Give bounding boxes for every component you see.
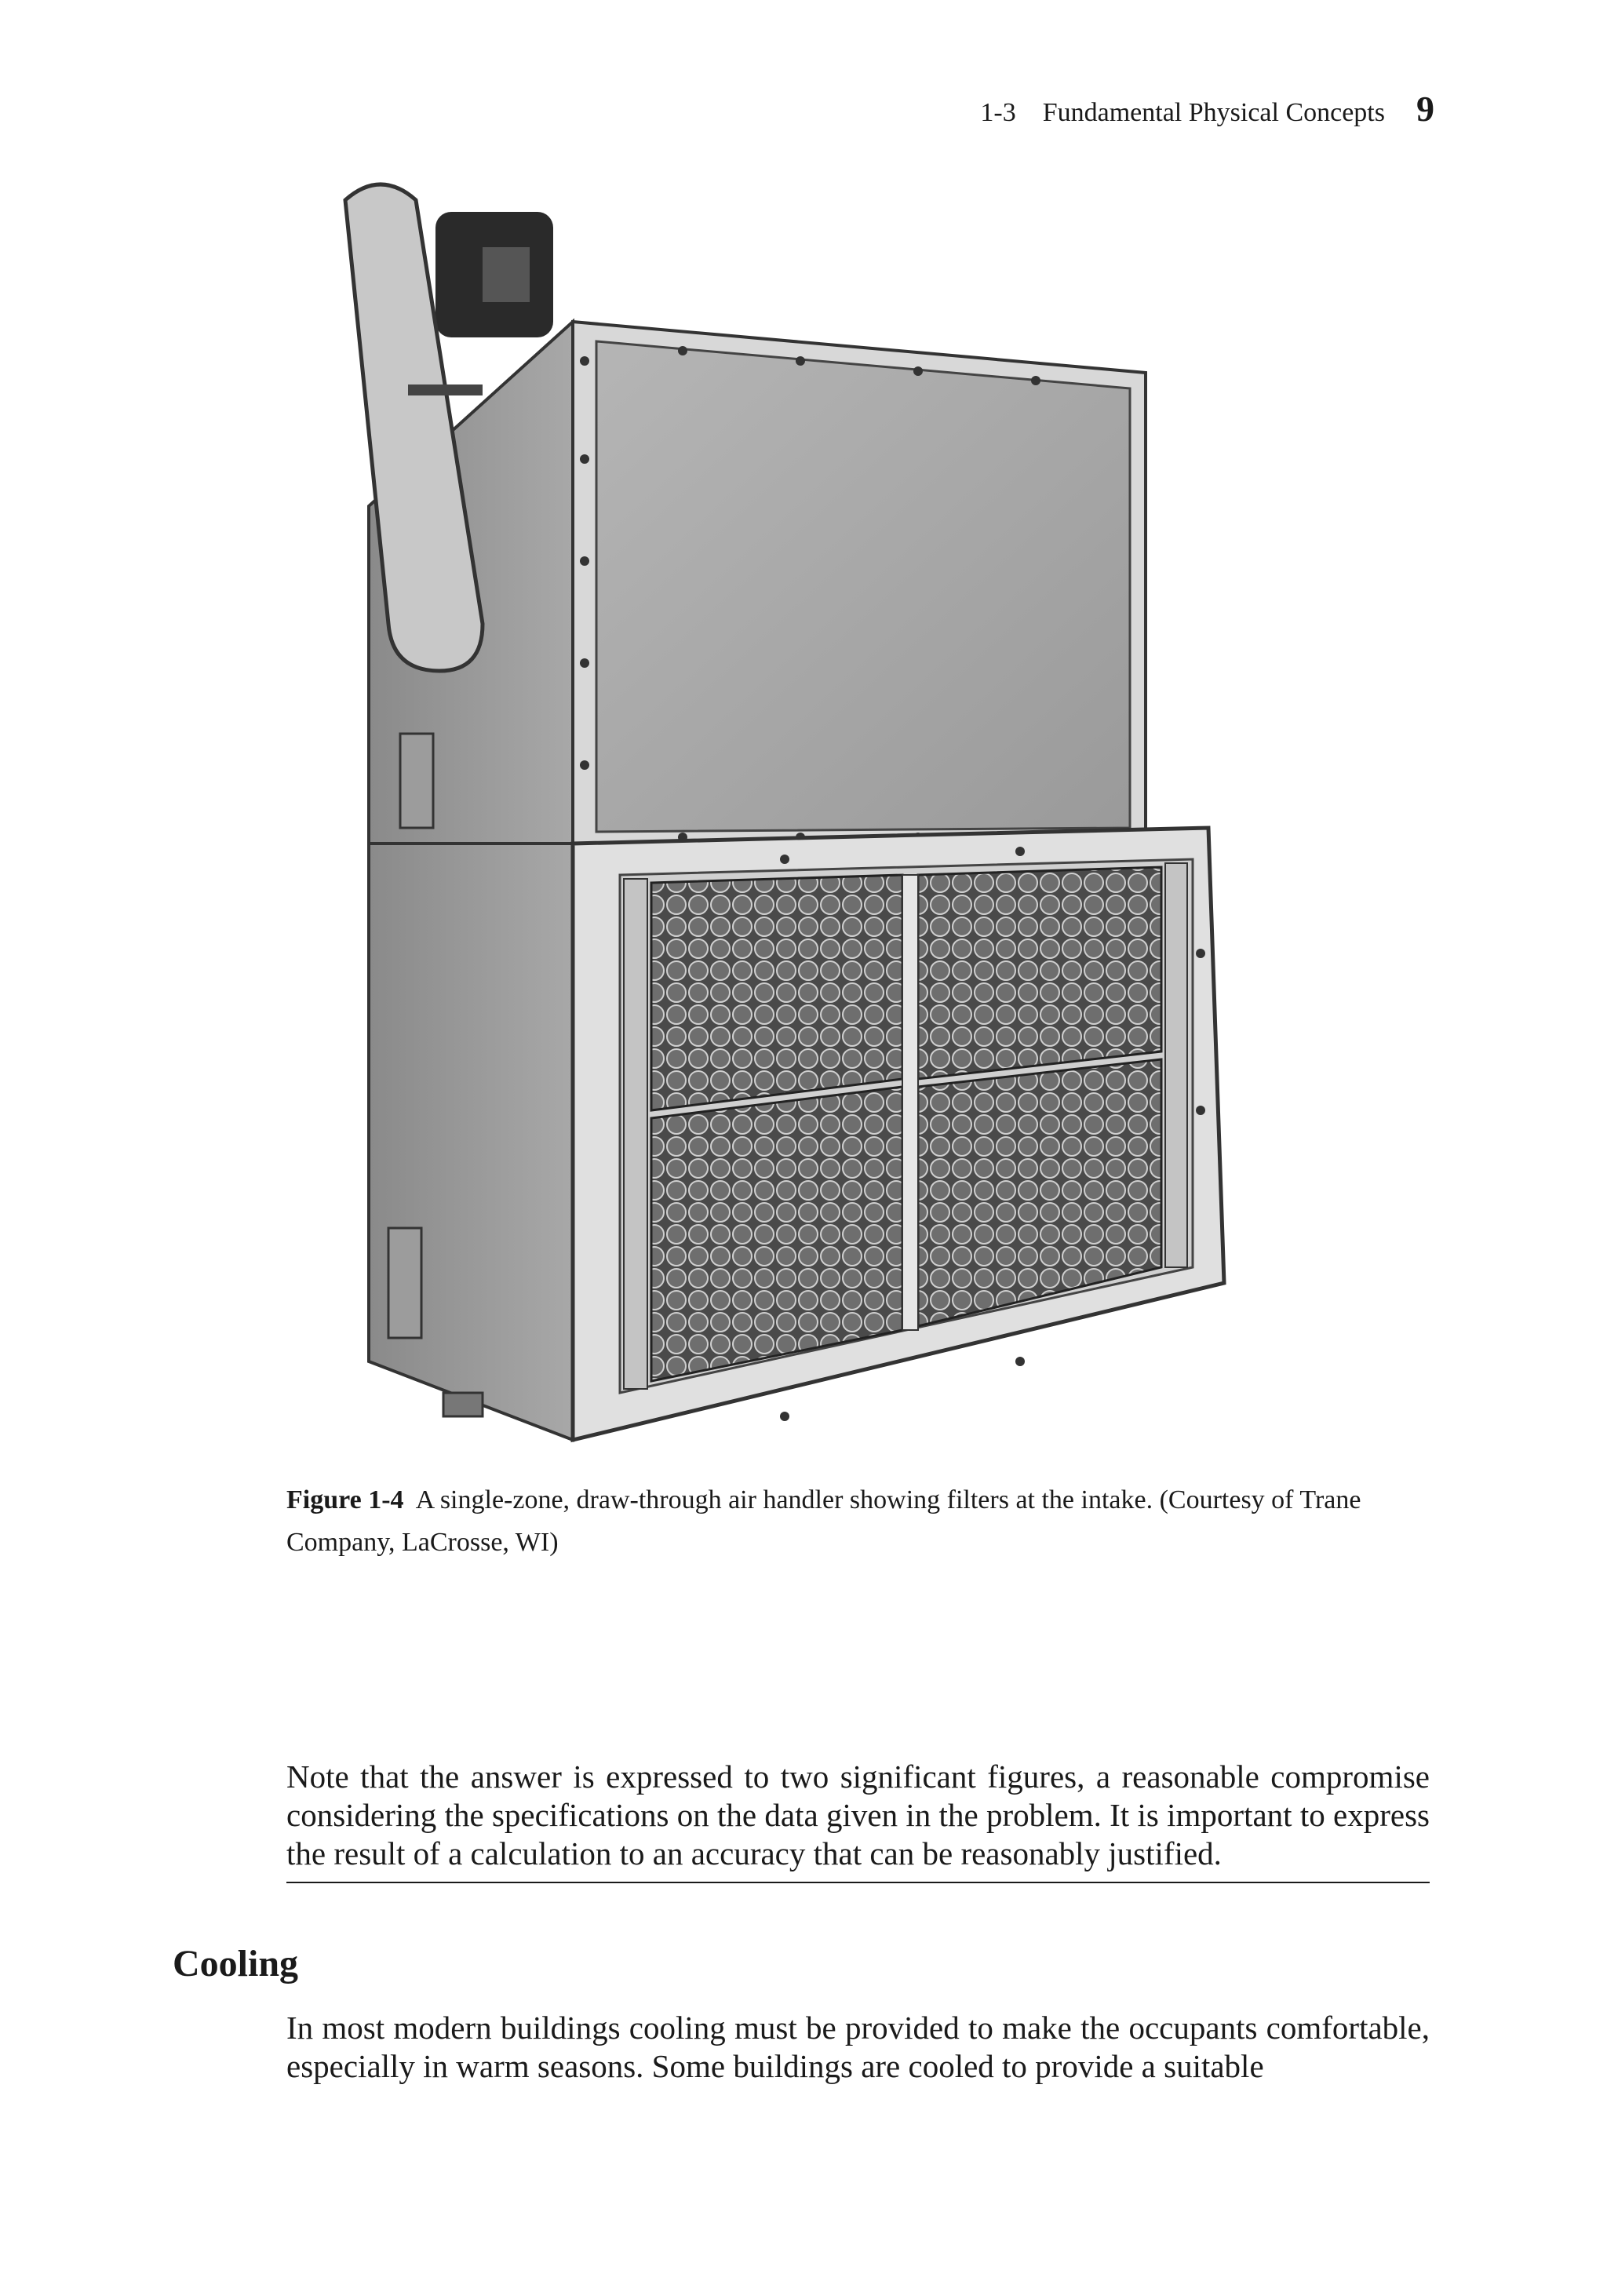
drain-connection <box>443 1393 483 1416</box>
paragraph-text: Note that the answer is expressed to two significant figures, a reasonable compromise considering the specifications on the data given in the problem. It is important to express the result of a calculation to an accuracy that can be reasonably justified. <box>286 1758 1430 1871</box>
upper-access-door <box>400 734 433 828</box>
fan-section <box>573 322 1146 844</box>
figure-caption <box>286 1479 1393 1564</box>
running-header <box>980 88 1434 129</box>
divider-rule <box>286 1882 1430 1883</box>
section-title: 1-3 Fundamental Physical Concepts <box>980 98 1385 127</box>
paragraph-text: In most modern buildings cooling must be provided to make the occupants comfortable, especially in warm seasons. Some buildings are cooled to provide a suitable <box>286 2010 1430 2084</box>
filter-section <box>573 828 1224 1440</box>
motor <box>435 212 553 337</box>
lower-side-panel <box>369 844 573 1440</box>
figure-caption-text: A single-zone, draw-through air handler showing filters at the intake. (Courtesy of Trane Company, LaCrosse, WI) <box>286 1485 1361 1557</box>
filter-panel <box>918 867 1161 1079</box>
body-paragraph <box>286 1758 1430 1873</box>
body-paragraph <box>286 2009 1430 2086</box>
air-handler-photo <box>314 169 1255 1471</box>
page-number: 9 <box>1416 89 1434 129</box>
filter-panel <box>651 875 902 1110</box>
lower-access-door <box>388 1228 421 1338</box>
section-heading: Cooling <box>173 1943 299 1984</box>
figure-label: Figure 1-4 <box>286 1485 404 1514</box>
filter-panel <box>651 1087 902 1381</box>
